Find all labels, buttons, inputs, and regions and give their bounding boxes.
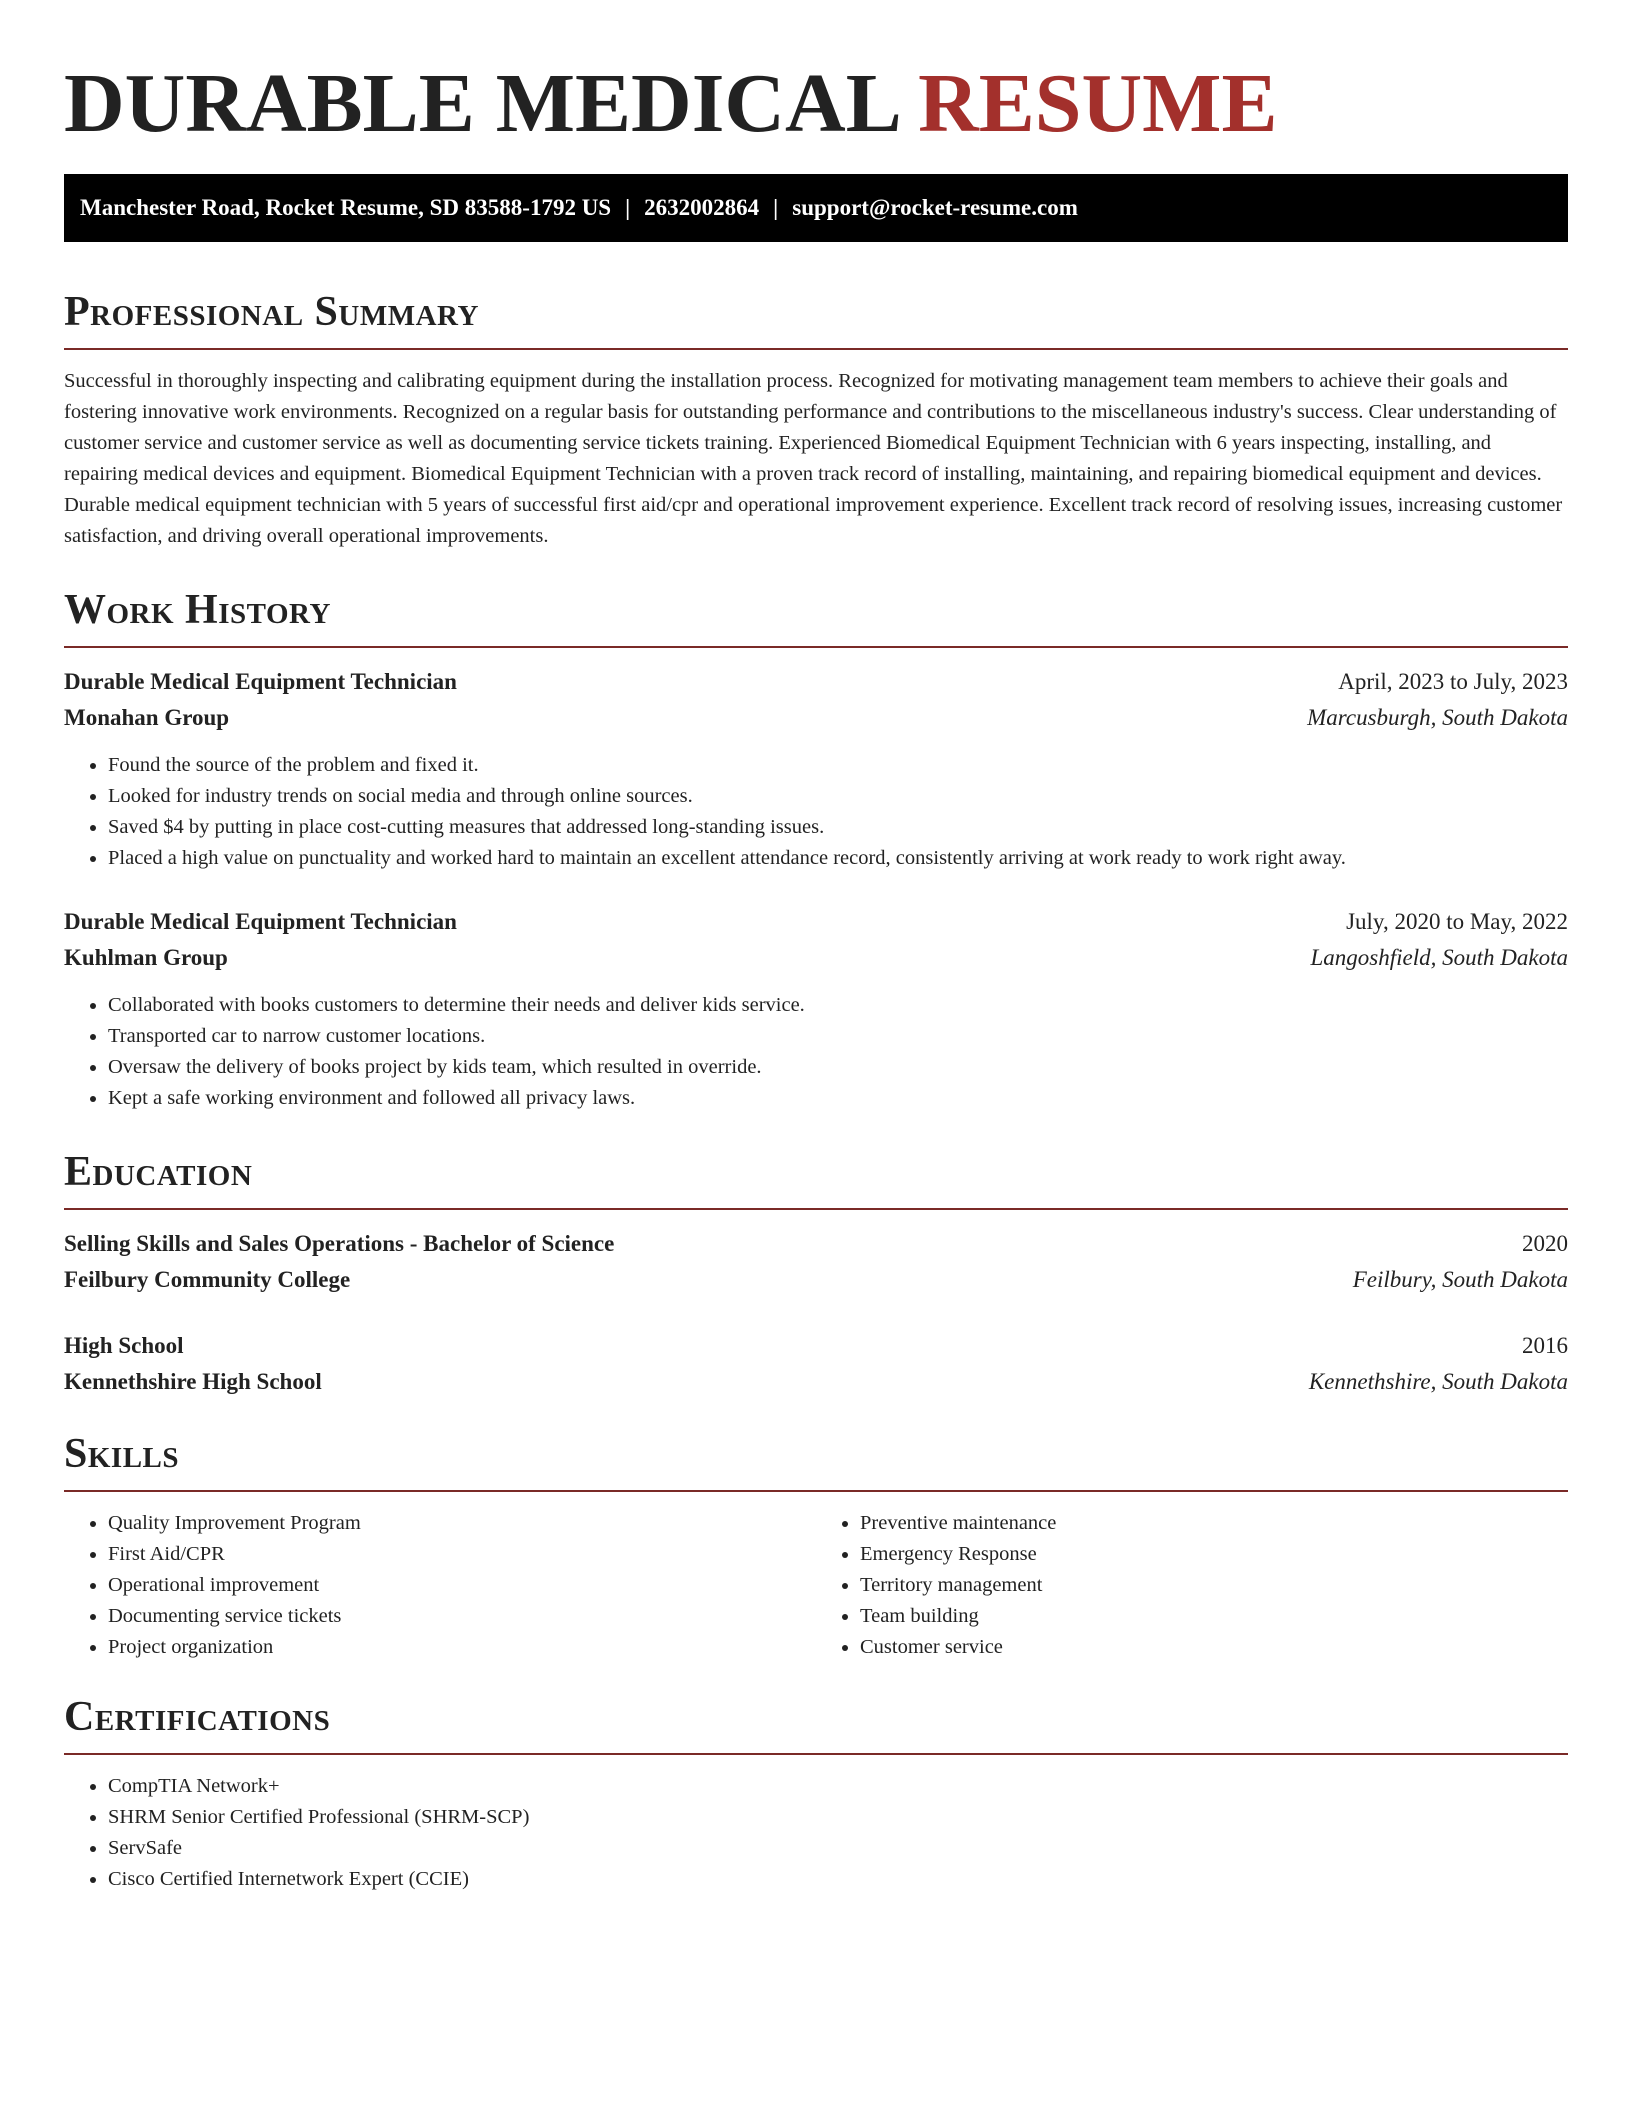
certification-item: • Cisco Certified Internetwork Expert (CCIE) [108,1864,1568,1895]
contact-bar [64,174,1568,242]
list-item: • Saved $4 by putting in place cost-cutting measures that addressed long-standing issues. [108,812,1568,843]
skill-item: • First Aid/CPR [108,1539,816,1570]
section-divider [64,348,1568,350]
job-entry [64,904,1568,1114]
certifications-list [64,1771,1568,1895]
list-item: • Found the source of the problem and fixed it. [108,750,1568,781]
section-divider [64,1490,1568,1492]
title-main: DURABLE MEDICAL [64,57,898,150]
list-item: • Transported car to narrow customer locations. [108,1021,1568,1052]
job-dates: July, 2020 to May, 2022 [1346,909,1568,934]
section-title-skills: Skills [64,1431,180,1477]
resume-title [64,0,1568,150]
education-entry [64,1226,1568,1298]
education-section [64,1148,1568,1400]
job-location: Langoshfield, South Dakota [1310,945,1568,970]
list-item: • Oversaw the delivery of books project by kids team, which resulted in override. [108,1052,1568,1083]
job-location: Marcusburgh, South Dakota [1307,705,1568,730]
contact-separator: | [773,195,779,220]
certification-item: • SHRM Senior Certified Professional (SHRM-SCP) [108,1802,1568,1833]
job-company: Monahan Group [64,705,230,730]
skills-list-left [64,1508,816,1663]
work-section [64,586,1568,1114]
education-degree: Selling Skills and Sales Operations - Bachelor of Science [64,1231,615,1256]
education-year: 2016 [1522,1333,1568,1358]
section-title-work: Work History [64,587,331,633]
job-title: Durable Medical Equipment Technician [64,909,457,934]
skills-list-right [816,1508,1568,1663]
skill-item: • Territory management [860,1570,1568,1601]
section-divider [64,646,1568,648]
section-title-certifications: Certifications [64,1694,331,1740]
list-item: • Collaborated with books customers to determine their needs and deliver kids service. [108,990,1568,1021]
education-school: Feilbury Community College [64,1267,351,1292]
title-accent: RESUME [918,57,1278,150]
section-divider [64,1208,1568,1210]
skill-item: • Customer service [860,1632,1568,1663]
section-title-education: Education [64,1149,253,1195]
summary-text: Successful in thoroughly inspecting and calibrating equipment during the installation process. Recognized for motivating management team members to achieve their goals and fostering innovative work environments. Recognized on a regular basis for outstanding performance and contributions to the miscellaneous industry's success. Clear understanding of customer service and customer service as well as documenting service tickets training. Experienced Biomedical Equipment Technician with 6 years inspecting, installing, and repairing medical devices and equipment. Biomedical Equipment Technician with a proven track record of installing, maintaining, and repairing biomedical equipment and devices. Durable medical equipment technician with 5 years of successful first aid/cpr and operational improvement experience. Excellent track record of resolving issues, increasing customer satisfaction, and driving overall operational improvements. [64,370,1563,547]
job-company: Kuhlman Group [64,945,228,970]
job-entry [64,664,1568,874]
job-bullets [64,990,1568,1114]
education-location: Kennethshire, South Dakota [1308,1369,1568,1394]
certifications-section [64,1693,1568,1895]
section-divider [64,1753,1568,1755]
skill-item: • Project organization [108,1632,816,1663]
contact-address: Manchester Road, Rocket Resume, SD 83588-1792 US [80,195,612,220]
skill-item: • Preventive maintenance [860,1508,1568,1539]
education-degree: High School [64,1333,184,1358]
certification-item: • CompTIA Network+ [108,1771,1568,1802]
certification-item: • ServSafe [108,1833,1568,1864]
section-title-summary: Professional Summary [64,289,479,335]
education-school: Kennethshire High School [64,1369,322,1394]
contact-email: support@rocket-resume.com [792,195,1078,220]
list-item: • Placed a high value on punctuality and worked hard to maintain an excellent attendance record, consistently arriving at work ready to work right away. [108,843,1568,874]
education-entry [64,1328,1568,1400]
skill-item: • Operational improvement [108,1570,816,1601]
job-title: Durable Medical Equipment Technician [64,669,457,694]
summary-section [64,288,1568,552]
list-item: • Looked for industry trends on social media and through online sources. [108,781,1568,812]
skills-section [64,1430,1568,1663]
education-year: 2020 [1522,1231,1568,1256]
skill-item: • Documenting service tickets [108,1601,816,1632]
skill-item: • Emergency Response [860,1539,1568,1570]
skill-item: • Team building [860,1601,1568,1632]
contact-phone: 2632002864 [644,195,760,220]
contact-separator: | [625,195,631,220]
job-bullets [64,750,1568,874]
list-item: • Kept a safe working environment and followed all privacy laws. [108,1083,1568,1114]
job-dates: April, 2023 to July, 2023 [1338,669,1568,694]
skills-grid [64,1508,1568,1663]
skill-item: • Quality Improvement Program [108,1508,816,1539]
education-location: Feilbury, South Dakota [1352,1267,1568,1292]
